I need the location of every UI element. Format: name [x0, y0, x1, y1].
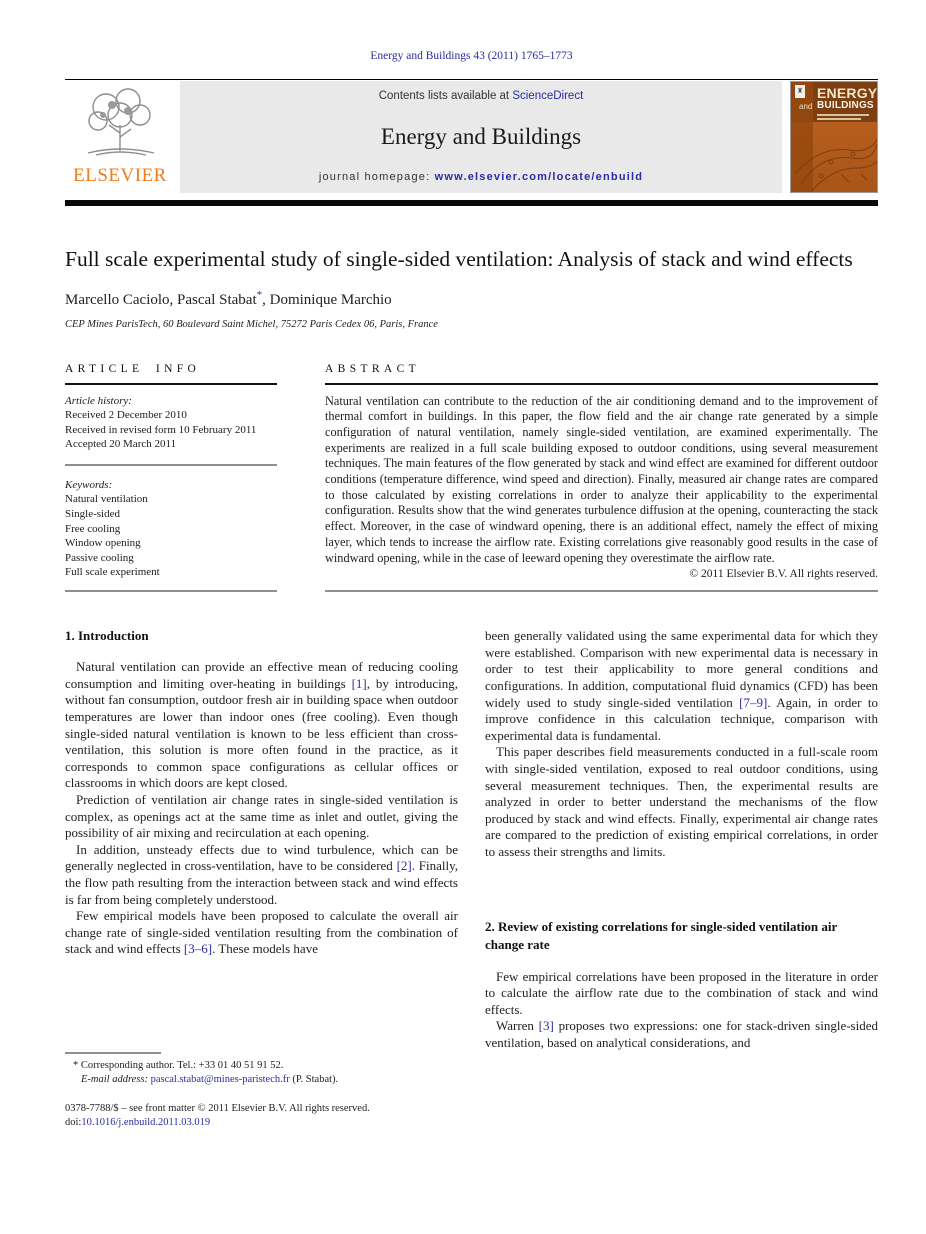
cover-subtitle-line: [817, 118, 861, 120]
elsevier-logo[interactable]: [65, 81, 175, 193]
footnote-text: Corresponding author. Tel.: +33 01 40 51 91 52.: [78, 1060, 284, 1072]
journal-cover-thumbnail[interactable]: [790, 81, 878, 193]
contents-line: [379, 90, 584, 102]
cover-title-and: and: [799, 102, 813, 111]
author-list: [65, 289, 878, 309]
history-label: Article history:: [65, 394, 132, 407]
journal-citation: Energy and Buildings 43 (2011) 1765–1773: [370, 50, 573, 62]
divider: [325, 590, 878, 592]
body-columns: [65, 628, 878, 1130]
history-item: Received 2 December 2010: [65, 409, 187, 422]
email-link[interactable]: pascal.stabat@mines-paristech.fr: [150, 1074, 290, 1086]
journal-title: Energy and Buildings: [380, 123, 582, 149]
authors-text: Marcello Caciolo, Pascal Stabat: [65, 292, 257, 308]
body-right-column: [485, 628, 878, 1130]
paragraph: Few empirical models have been proposed to calculate the overall air change rate of single-sided ventilation resulting from the combination of stack and wind effects [3–6]. These models have: [65, 908, 458, 957]
meta-block: [65, 363, 878, 592]
doi-label: doi:: [65, 1117, 82, 1129]
keywords-block: [65, 478, 277, 580]
citation-ref[interactable]: [3–6]: [183, 941, 213, 957]
keyword-item: Passive cooling: [65, 551, 134, 564]
paragraph: Warren [3] proposes two expressions: one for stack-driven single-sided ventilation, based on analytical considerations, and: [485, 1018, 878, 1050]
corresponding-author-star[interactable]: *: [256, 289, 263, 301]
history-item: Accepted 20 March 2011: [65, 438, 177, 451]
elsevier-wordmark: ELSEVIER: [73, 165, 167, 186]
homepage-link[interactable]: www.elsevier.com/locate/enbuild: [434, 171, 644, 183]
issn-line: 0378-7788/$ – see front matter © 2011 Elsevier B.V. All rights reserved.: [65, 1103, 370, 1115]
history-item: Received in revised form 10 February 2011: [65, 423, 257, 436]
keyword-item: Single-sided: [65, 508, 120, 521]
footnote-star: *: [73, 1060, 79, 1072]
citation-ref[interactable]: [2]: [396, 858, 412, 874]
doi-line: [65, 1116, 458, 1130]
affiliation: CEP Mines ParisTech, 60 Boulevard Saint Michel, 75272 Paris Cedex 06, Paris, France: [65, 319, 438, 330]
citation-ref[interactable]: [3]: [538, 1018, 554, 1034]
section-1-heading: 1. Introduction: [65, 628, 149, 644]
paragraph: been generally validated using the same experimental data for which they were established. Comparison with new experimental data is necessary in order to test their applicability to more general conditions and configurations. In addition, computational fluid dynamics (CFD) has been widely used to study single-sided ventilation [7–9]. Again, in order to improve confidence in this calculation technique, comparison with experimental data is fundamental.: [485, 628, 878, 743]
article-title: Full scale experimental study of single-sided ventilation: Analysis of stack and wind effects: [65, 247, 853, 271]
cover-subtitle-line: [817, 114, 869, 116]
paragraph: Prediction of ventilation air change rates in single-sided ventilation is complex, as openings act at the same time as inlet and outlet, giving the possibility of air mixing and recirculation at each opening.: [65, 791, 458, 841]
sciencedirect-link[interactable]: ScienceDirect: [512, 90, 584, 102]
elsevier-tree-icon: [76, 85, 164, 163]
email-note: [65, 1073, 458, 1087]
section-2-heading: 2. Review of existing correlations for single-sided ventilation air change rate: [485, 918, 838, 952]
article-info-heading: ARTICLE INFO: [65, 363, 201, 375]
header-bottom-rule: [65, 200, 878, 206]
doi-link[interactable]: 10.1016/j.enbuild.2011.03.019: [81, 1117, 211, 1129]
keyword-item: Window opening: [65, 537, 141, 550]
citation-ref[interactable]: [7–9]: [739, 694, 768, 710]
header-top-rule: [65, 79, 878, 80]
corresponding-author-note: [65, 1059, 458, 1073]
journal-header-band: [65, 81, 878, 193]
paragraph: Few empirical correlations have been proposed in the literature in order to calculate the airflow rate due to the combination of stack and wind effects.: [485, 968, 878, 1017]
keyword-item: Full scale experiment: [65, 566, 160, 579]
divider: [65, 464, 277, 466]
paragraph: This paper describes field measurements conducted in a full-scale room with single-sided ventilation, exposed to real outdoor conditions, using several measurement techniques. Then, the experimental results are analyzed in order to better understand the mechanisms of the flow produced by stack and wind effects. Finally, experimental air change rates are compared to the prediction of existing empirical correlations, in order to assess their strengths and limits.: [485, 744, 878, 859]
email-label: E-mail address:: [81, 1074, 151, 1086]
keyword-item: Natural ventilation: [65, 493, 148, 506]
email-suffix: (P. Stabat).: [289, 1074, 339, 1086]
cover-title-buildings: BUILDINGS: [817, 100, 874, 111]
body-left-column: [65, 628, 458, 1130]
paragraph: Natural ventilation can provide an effective mean of reducing cooling consumption and limiting over-heating in buildings [1], by introducing, without fan consumption, outdoor fresh air in building space when outdoor temperatures are lower than indoor ones (free cooling). Even though single-sided natural ventilation is known to be less efficient than cross-ventilation, this solution is more often found in the practice, as it corresponds to common space configurations as cellular offices or classrooms in which doors are kept closed.: [65, 659, 459, 791]
cover-publisher-emblem-icon: ♜: [795, 85, 805, 98]
abstract-text: Natural ventilation can contribute to the reduction of the air conditioning demand and to the improvement of thermal comfort in buildings. In this paper, the flow field and the air change rate generated by a simple configuration of natural ventilation, namely single-sided ventilation, are examined experimentally. The experiments are realized in a full scale building exposed to outdoor conditions, using several measurement techniques. The main features of the flow generated by stack and wind effect are examined for different outdoor conditions (temperature difference, wind speed and direction). Finally, measured air change rates are compared to those calculated by existing correlations in order to analyze their applicability to the experimental configuration. Results show that the wind generates turbulence diffusion at the opening, counteracting the stack effect. Moreover, in the case of windward opening, there is an additional effect, namely the effect of mixing layer, which tends to increase the airflow rate. Existing correlations give reasonably good results in the case of windward opening, while in the case of leeward opening they overestimate the airflow rate.: [325, 393, 878, 565]
divider: [65, 590, 277, 592]
authors-text: , Dominique Marchio: [262, 292, 392, 308]
homepage-prefix: journal homepage:: [318, 171, 435, 183]
homepage-line: [319, 171, 643, 183]
abstract-column: [325, 363, 878, 592]
citation-ref[interactable]: [1]: [351, 675, 367, 691]
contents-prefix: Contents lists available at: [378, 90, 513, 102]
footnote-block: [65, 1052, 458, 1130]
abstract-heading: ABSTRACT: [325, 363, 421, 375]
cover-map-graphic: [791, 124, 878, 192]
journal-banner: [180, 81, 782, 193]
paragraph: In addition, unsteady effects due to wind turbulence, which can be generally neglected in cross-ventilation, have to be considered [2]. Finally, the flow path resulting from the interaction between stack and wind effects is far from being completely understood.: [65, 841, 458, 907]
keywords-label: Keywords:: [65, 478, 113, 491]
copyright-line: © 2011 Elsevier B.V. All rights reserved.: [689, 568, 878, 581]
divider: [325, 383, 878, 385]
cover-title-energy: ENERGY: [817, 85, 878, 101]
article-info-column: [65, 363, 277, 592]
keyword-item: Free cooling: [65, 522, 121, 535]
divider: [65, 383, 277, 385]
footnote-rule: [65, 1052, 161, 1054]
article-history: [65, 394, 277, 452]
